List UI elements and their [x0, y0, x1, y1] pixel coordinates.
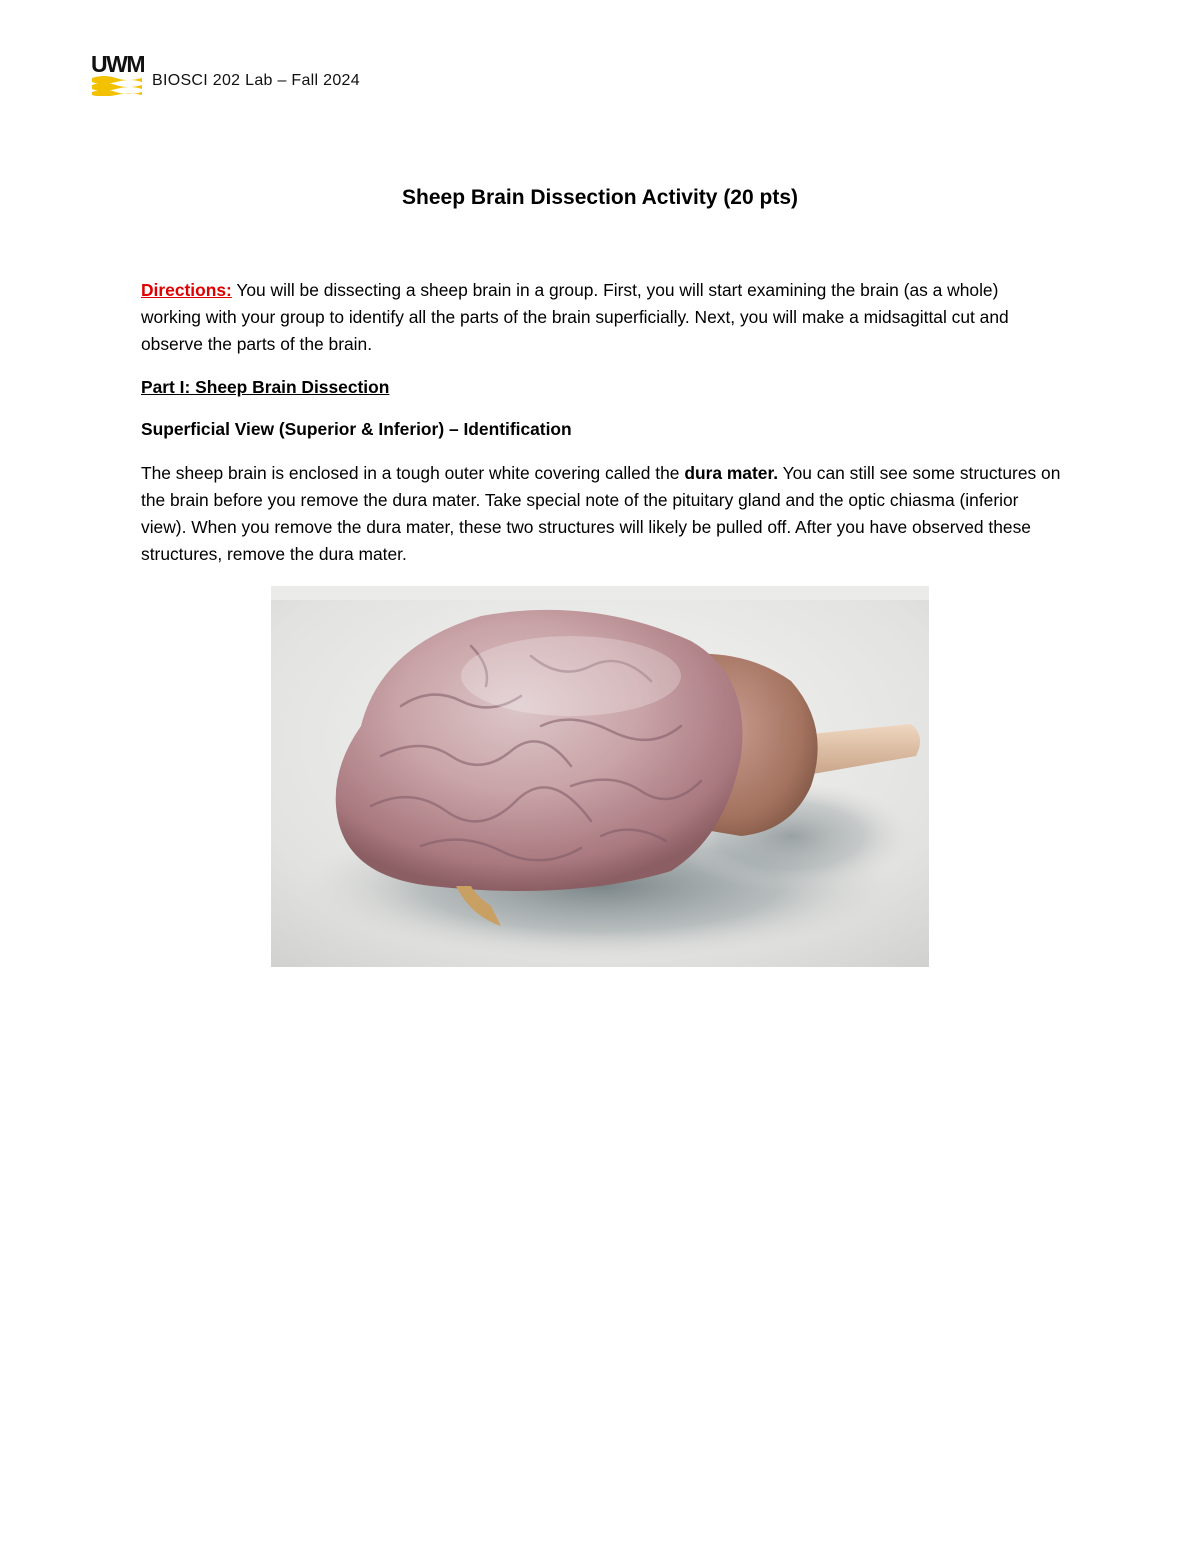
directions-paragraph: [141, 277, 1061, 358]
page-header: [90, 48, 360, 96]
directions-label: Directions:: [141, 280, 232, 300]
dura-mater-paragraph: [141, 460, 1061, 568]
directions-text: You will be dissecting a sheep brain in a group. First, you will start examining the brain (as a whole) working with your group to identify all the parts of the brain superficially. Next, you will make a midsagittal cut and observe the parts of the brain.: [141, 280, 1009, 354]
paragraph-text-start: The sheep brain is enclosed in a tough outer white covering called the: [141, 463, 685, 483]
svg-text:UWM: UWM: [91, 51, 144, 77]
paragraph-text-end: You can still see some structures on the brain before you remove the dura mater. Take special note of the pituitary gland and the optic chiasma (inferior view). When you remove the dura mater, these two structures will likely be pulled off. After you have observed these structures, remove the dura mater.: [141, 463, 1061, 564]
course-header-text: BIOSCI 202 Lab – Fall 2024: [152, 72, 360, 89]
dura-mater-term: dura mater.: [684, 463, 779, 483]
section-subheading: Superficial View (Superior & Inferior) – Identification: [141, 419, 572, 439]
sheep-brain-photo: [271, 586, 929, 967]
uwm-logo: [90, 50, 150, 96]
part-heading: Part I: Sheep Brain Dissection: [141, 377, 390, 397]
page-title: Sheep Brain Dissection Activity (20 pts): [402, 186, 798, 209]
